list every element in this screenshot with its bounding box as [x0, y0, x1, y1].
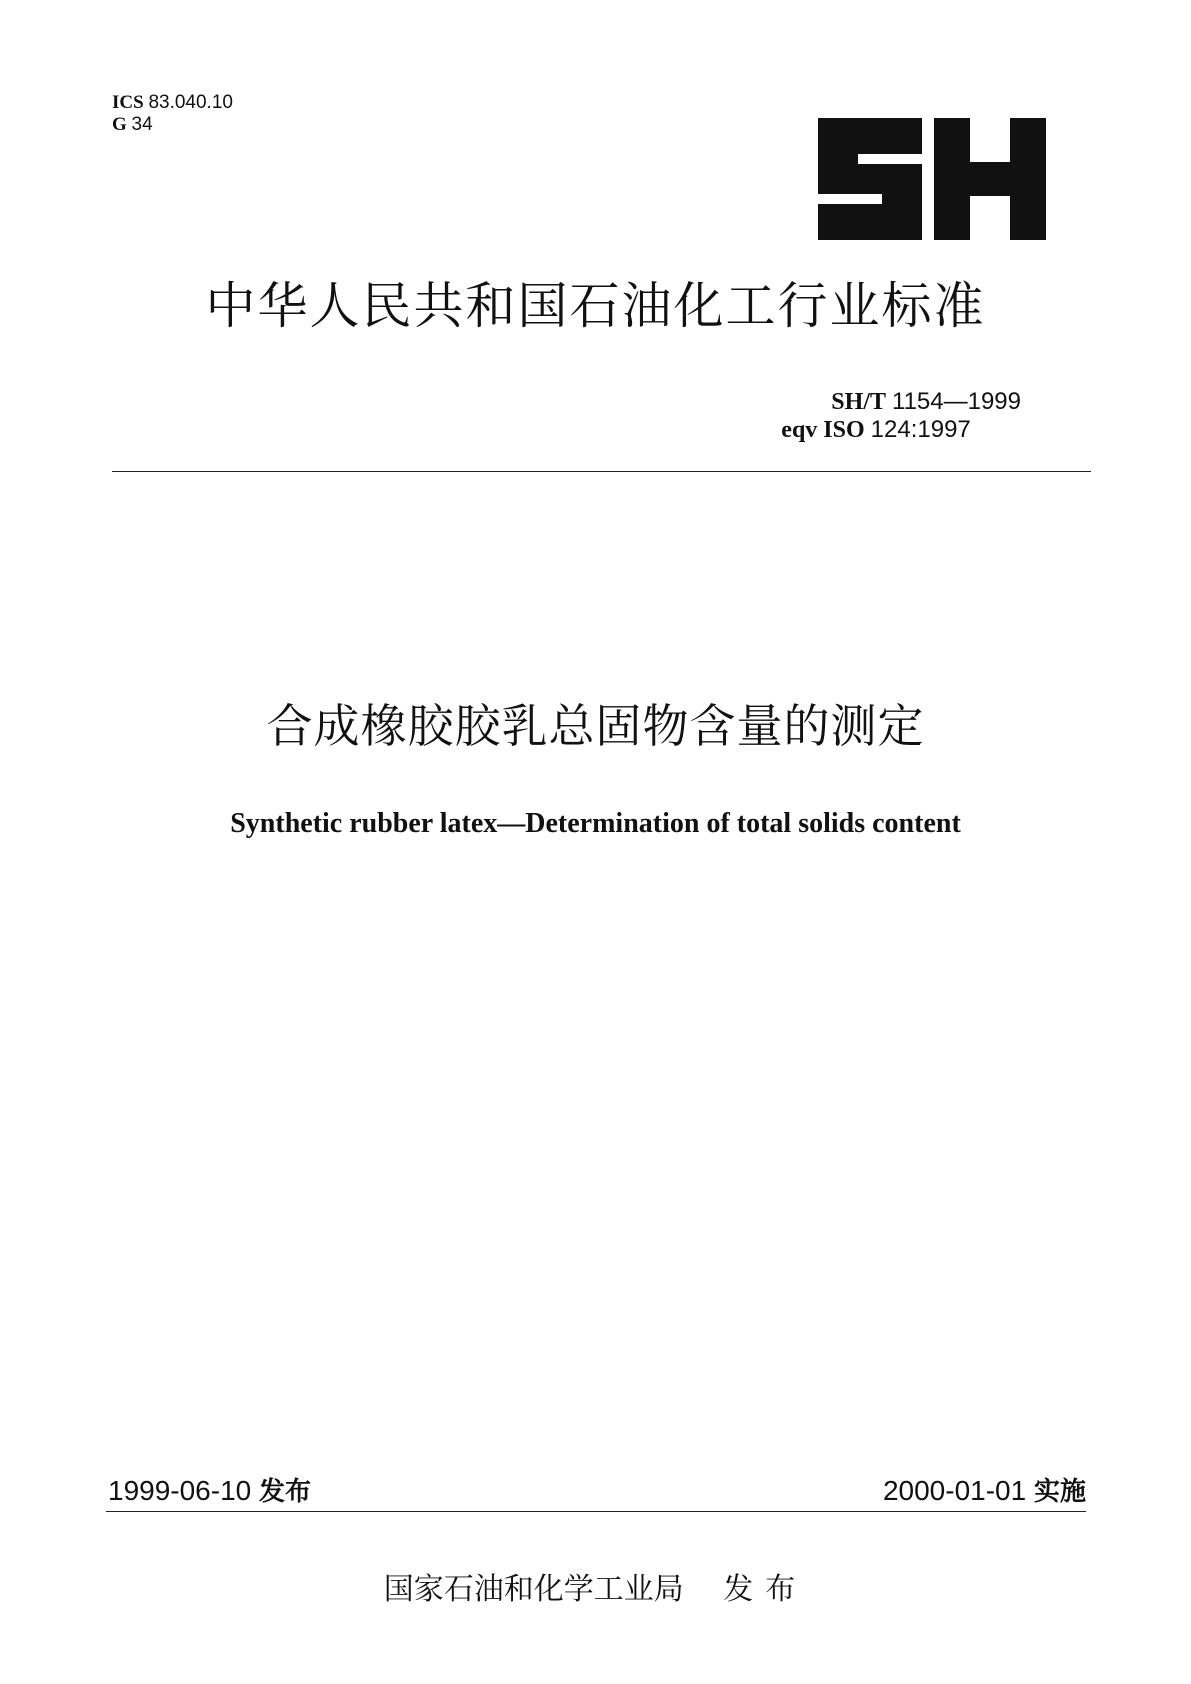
classification-codes — [112, 92, 233, 136]
sh-logo-h — [934, 118, 1046, 240]
bottom-divider — [106, 1511, 1086, 1512]
equivalence-line — [781, 416, 1021, 444]
sh-logo-s — [818, 118, 922, 240]
standard-number: 1154—1999 — [892, 388, 1021, 415]
top-divider — [112, 471, 1091, 472]
ics-line — [112, 92, 233, 114]
standard-number-line — [781, 388, 1021, 416]
ics-code: 83.040.10 — [148, 92, 233, 113]
publisher-name: 国家石油和化学工业局 — [383, 1572, 684, 1607]
standard-title: 中华人民共和国石油化工行业标准 — [205, 277, 986, 335]
document-title-cn: 合成橡胶胶乳总固物含量的测定 — [266, 699, 925, 753]
equivalence-number: 124:1997 — [870, 416, 971, 443]
ccs-label: G — [112, 114, 127, 135]
ics-label: ICS — [112, 92, 144, 113]
effective-label: 实施 — [1033, 1477, 1086, 1507]
document-title-en: Synthetic rubber latex—Determination of total solids content — [230, 808, 961, 839]
equivalence-prefix: eqv ISO — [781, 417, 865, 443]
ccs-code: 34 — [131, 114, 153, 135]
publisher-line — [0, 1572, 1191, 1608]
ccs-line — [112, 114, 233, 136]
issue-label: 发布 — [259, 1477, 312, 1507]
effective-date-line — [883, 1474, 1086, 1509]
issue-date-line — [108, 1474, 311, 1509]
standard-prefix: SH/T — [831, 389, 886, 415]
standard-code — [781, 388, 1021, 444]
publisher-verb: 发布 — [723, 1572, 808, 1607]
sh-logo — [818, 118, 1046, 240]
issue-date: 1999-06-10 — [108, 1475, 252, 1506]
effective-date: 2000-01-01 — [882, 1475, 1027, 1506]
